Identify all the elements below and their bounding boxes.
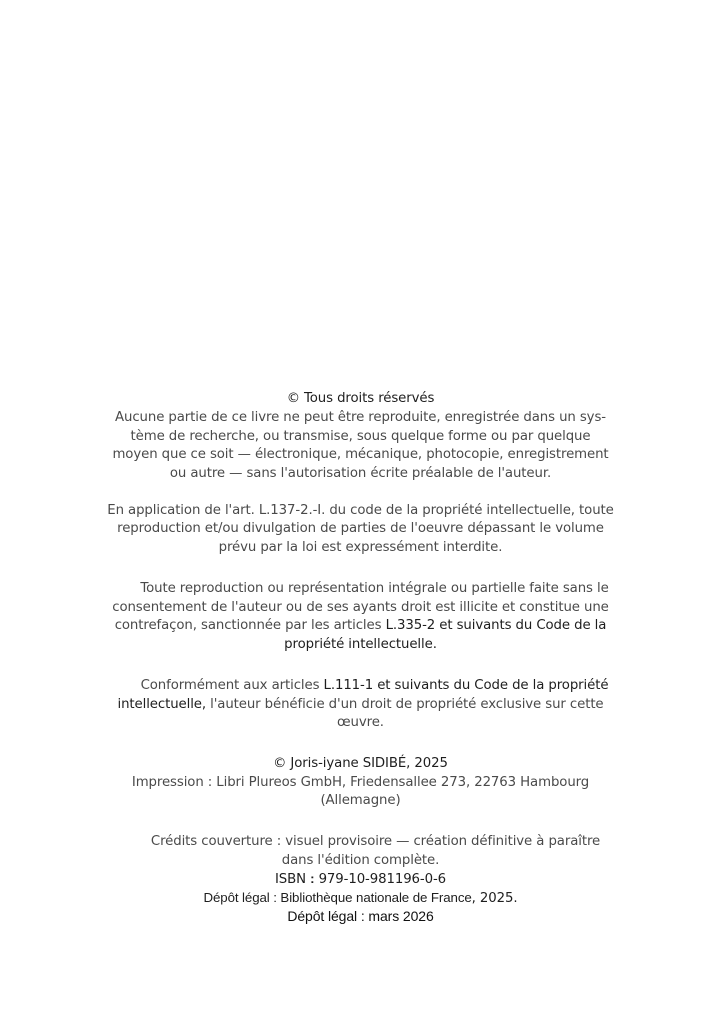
article-reference: L.111-1 et suivants du Code de la propriété bbox=[323, 678, 609, 693]
paragraph-line: prévu par la loi est expressément interdite. bbox=[218, 540, 503, 555]
paragraph-line: ou autre — sans l'autorisation écrite préalable de l'auteur. bbox=[169, 466, 552, 481]
paragraph-line: reproduction et/ou divulgation de parties de l'oeuvre dépassant le volume bbox=[117, 521, 604, 536]
depot-bnf-year: , 2025. bbox=[471, 891, 518, 906]
isbn-colon: : bbox=[310, 871, 315, 886]
paragraph-line: Aucune partie de ce livre ne peut être reproduite, enregistrée dans un sys- bbox=[115, 410, 606, 425]
paragraph-line: tème de recherche, ou transmise, sous quelque forme ou par quelque bbox=[130, 429, 591, 444]
isbn-line bbox=[0, 870, 721, 889]
text-span: intellectuelle, bbox=[117, 697, 206, 712]
paragraph-line: consentement de l'auteur ou de ses ayants droit est illicite et constitue une bbox=[112, 600, 609, 615]
paragraph-line bbox=[0, 677, 721, 695]
impression-line: Impression : Libri Plureos GmbH, Friedensallee 273, 22763 Hambourg bbox=[131, 775, 590, 790]
text-span: l'auteur bénéficie d'un droit de propriété exclusive sur cette bbox=[206, 697, 604, 712]
paragraph-line: En application de l'art. L.137-2.-I. du code de la propriété intellectuelle, toute bbox=[107, 503, 614, 518]
impression-line: (Allemagne) bbox=[320, 793, 401, 808]
text-span: contrefaçon, sanctionnée par les articles bbox=[114, 618, 386, 633]
credits-line: Crédits couverture : visuel provisoire — création définitive à paraître bbox=[150, 834, 601, 849]
paragraph-line: Toute reproduction ou représentation intégrale ou partielle faite sans le bbox=[140, 581, 609, 596]
isbn-label: ISBN bbox=[274, 872, 311, 887]
article-reference: L.335-2 et suivants du Code de la bbox=[385, 618, 607, 633]
paragraph-line bbox=[0, 696, 721, 714]
paragraph-line bbox=[0, 617, 721, 635]
paragraph-line: moyen que ce soit — électronique, mécanique, photocopie, enregistrement bbox=[112, 447, 609, 462]
text-span: Conformément aux articles bbox=[140, 678, 324, 693]
paragraph-line: œuvre. bbox=[337, 715, 384, 730]
depot-bnf-label: Dépôt légal : Bibliothèque nationale de France bbox=[203, 890, 472, 905]
credits-line: dans l'édition complète. bbox=[281, 853, 440, 868]
copyright-header: © Tous droits réservés bbox=[286, 391, 435, 406]
author-copyright: © Joris-iyane SIDIBÉ, 2025 bbox=[273, 756, 448, 771]
paragraph-line: propriété intellectuelle. bbox=[284, 637, 437, 652]
depot-bnf-line bbox=[0, 889, 721, 908]
depot-legal-date: Dépôt légal : mars 2026 bbox=[287, 908, 434, 924]
isbn-value: 979-10-981196-0-6 bbox=[314, 872, 447, 887]
